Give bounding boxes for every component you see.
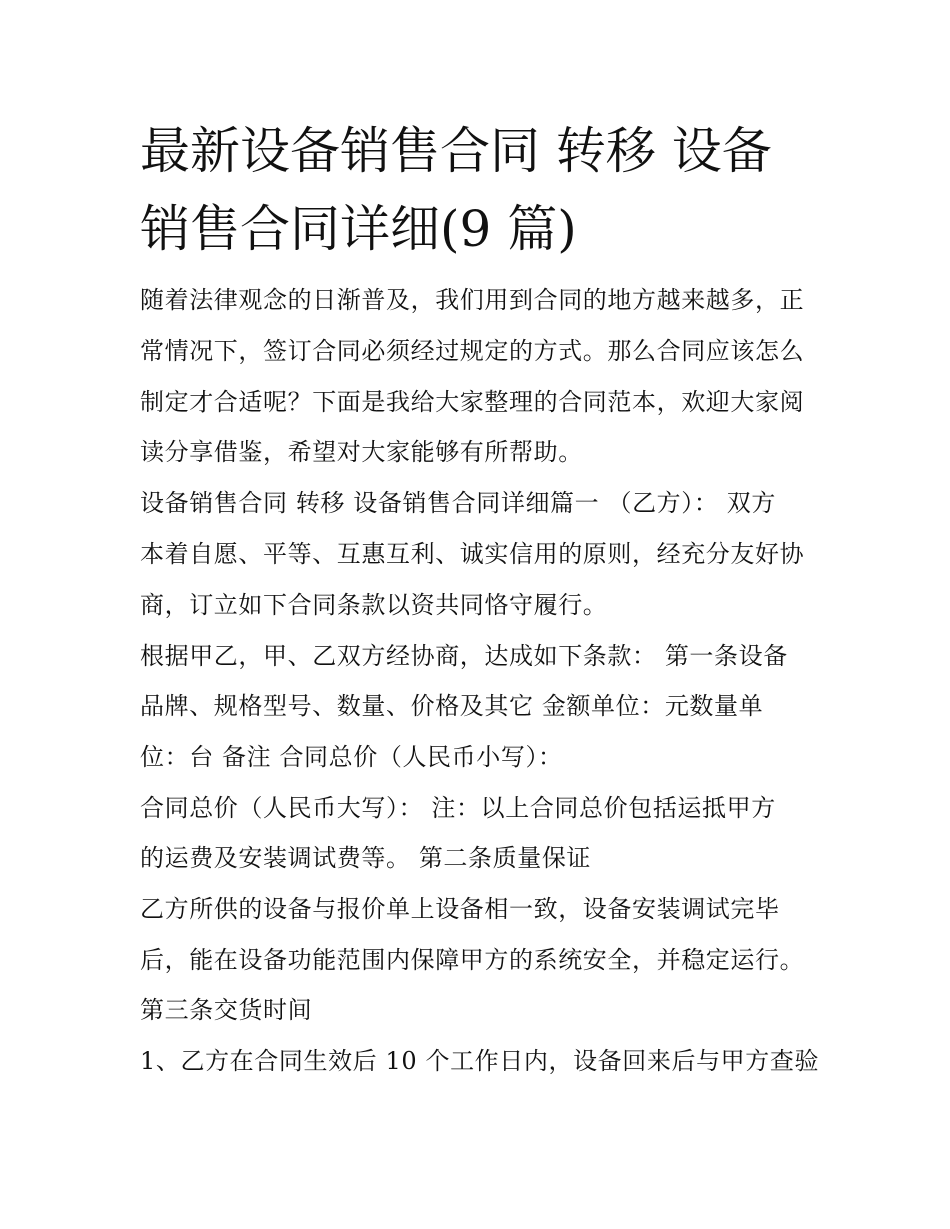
text-line: 1、乙方在合同生效后 10 个工作日内，设备回来后与甲方查验 (140, 1047, 820, 1075)
document-title (140, 112, 830, 268)
text-line: 制定才合适呢？下面是我给大家整理的合同范本，欢迎大家阅 (140, 388, 805, 416)
text-line: 后，能在设备功能范围内保障甲方的系统安全，并稳定运行。 (140, 946, 805, 974)
text-line: 随着法律观念的日渐普及，我们用到合同的地方越来越多，正 (140, 286, 805, 314)
text-line: 乙方所供的设备与报价单上设备相一致，设备安装调试完毕 (140, 895, 780, 923)
text-line: 读分享借鉴，希望对大家能够有所帮助。 (140, 438, 583, 466)
text-line: 商，订立如下合同条款以资共同恪守履行。 (140, 591, 608, 619)
title-line: 销售合同详细(9 篇) (140, 200, 577, 258)
text-line: 第三条交货时间 (140, 996, 313, 1024)
text-line: 合同总价（人民币大写）： 注：以上合同总价包括运抵甲方 (140, 794, 776, 822)
text-line: 根据甲乙，甲、乙双方经协商，达成如下条款： 第一条设备 (140, 642, 788, 670)
text-line: 品牌、规格型号、数量、价格及其它 金额单位：元数量单 (140, 692, 764, 720)
text-line: 的运费及安装调试费等。 第二条质量保证 (140, 844, 592, 872)
text-line: 位：台 备注 合同总价（人民币小写）： (140, 743, 563, 771)
text-line: 本着自愿、平等、互惠互利、诚实信用的原则，经充分友好协 (140, 540, 805, 568)
text-line: 常情况下，签订合同必须经过规定的方式。那么合同应该怎么 (140, 337, 805, 365)
title-line: 最新设备销售合同 转移 设备 (140, 122, 772, 180)
text-line: 设备销售合同 转移 设备销售合同详细篇一 （乙方）： 双方 (140, 489, 776, 517)
